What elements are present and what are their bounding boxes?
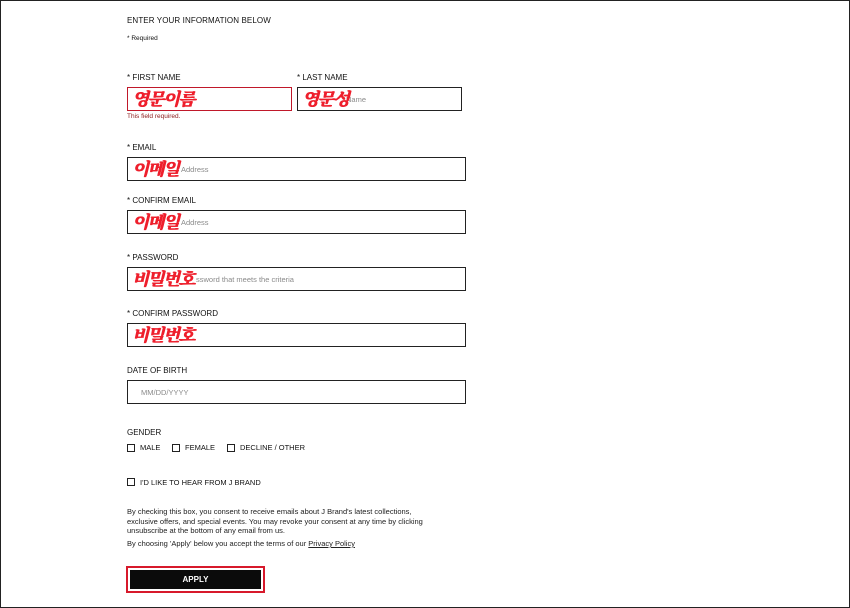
apply-button[interactable]: APPLY	[130, 570, 261, 589]
gender-female-checkbox[interactable]	[172, 444, 180, 452]
confirm-email-placeholder: Address	[181, 218, 209, 227]
gender-male-label: MALE	[140, 443, 161, 452]
confirm-password-annotation: 비밀번호	[132, 326, 194, 346]
terms-line	[127, 539, 467, 549]
first-name-label: * FIRST NAME	[127, 73, 181, 82]
password-label: * PASSWORD	[127, 253, 179, 262]
section-title: ENTER YOUR INFORMATION BELOW	[127, 16, 271, 25]
first-name-annotation: 영문이름	[132, 90, 194, 110]
apply-highlight	[126, 566, 265, 593]
first-name-error: This field required.	[127, 113, 181, 120]
consent-text: By checking this box, you consent to receive emails about J Brand's latest collections, exclusive offers, and special events. You may revoke your consent at any time by clicking unsubscribe at the bottom of any email from us.	[127, 507, 423, 535]
gender-label: GENDER	[127, 428, 162, 437]
password-annotation: 비밀번호	[132, 270, 194, 290]
email-input[interactable]	[127, 157, 466, 181]
email-label: * EMAIL	[127, 143, 157, 152]
confirm-email-annotation: 이메일	[132, 213, 179, 233]
password-input[interactable]	[127, 267, 466, 291]
email-annotation: 이메일	[132, 160, 179, 180]
required-note: * Required	[127, 35, 158, 42]
dob-placeholder: MM/DD/YYYY	[141, 388, 189, 397]
last-name-placeholder: Name	[346, 95, 367, 104]
newsletter-checkbox[interactable]	[127, 478, 135, 486]
gender-decline-checkbox[interactable]	[227, 444, 235, 452]
confirm-password-label: * CONFIRM PASSWORD	[127, 309, 218, 318]
last-name-input[interactable]	[297, 87, 462, 111]
password-placeholder: ssword that meets the criteria	[196, 275, 294, 284]
first-name-input[interactable]	[127, 87, 292, 111]
terms-prefix: By choosing 'Apply' below you accept the terms of our	[127, 539, 309, 548]
dob-label: DATE OF BIRTH	[127, 366, 188, 375]
confirm-email-input[interactable]	[127, 210, 466, 234]
last-name-label: * LAST NAME	[297, 73, 348, 82]
privacy-policy-link[interactable]: Privacy Policy	[308, 539, 355, 548]
gender-male-checkbox[interactable]	[127, 444, 135, 452]
gender-female-label: FEMALE	[185, 443, 216, 452]
gender-decline-label: DECLINE / OTHER	[240, 443, 306, 452]
confirm-email-label: * CONFIRM EMAIL	[127, 196, 196, 205]
last-name-annotation: 영문성	[302, 90, 349, 110]
confirm-password-input[interactable]	[127, 323, 466, 347]
newsletter-label: I'D LIKE TO HEAR FROM J BRAND	[140, 478, 261, 487]
dob-input[interactable]	[127, 380, 466, 404]
email-placeholder: Address	[181, 165, 209, 174]
